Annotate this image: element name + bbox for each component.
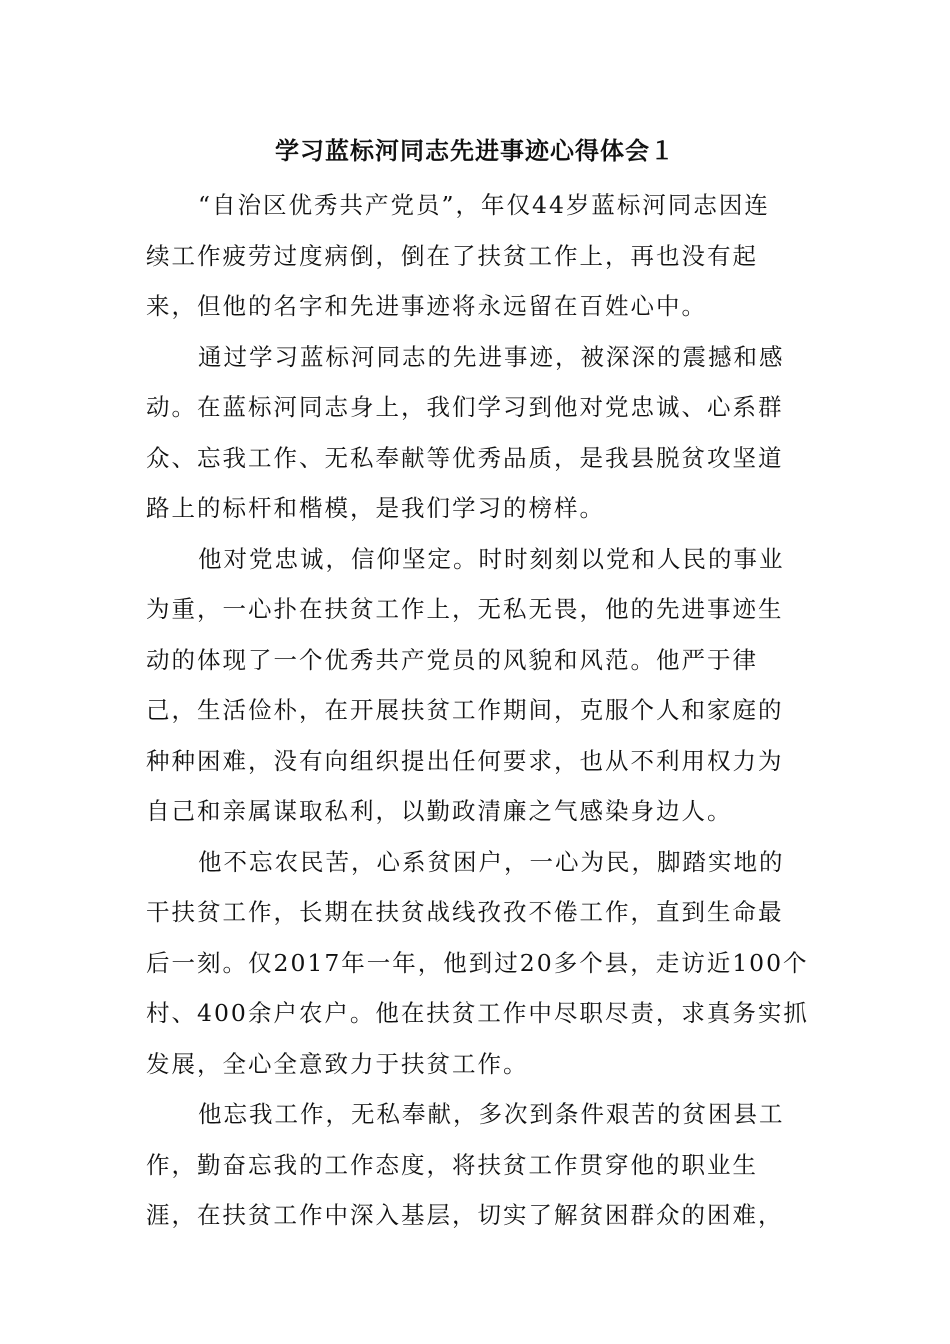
paragraph-line: “自治区优秀共产党员”，年仅44岁蓝标河同志因连	[198, 191, 770, 219]
paragraph-line: 涯，在扶贫工作中深入基层，切实了解贫困群众的困难，	[146, 1201, 784, 1229]
paragraph	[146, 180, 806, 332]
paragraph	[146, 332, 806, 534]
paragraph-line: 他对党忠诚，信仰坚定。时时刻刻以党和人民的事业	[198, 544, 785, 573]
paragraph-line: 众、忘我工作、无私奉献等优秀品质，是我县脱贫攻坚道	[146, 443, 784, 472]
paragraph	[146, 534, 806, 837]
paragraph-line: 自己和亲属谋取私利，以勤政清廉之气感染身边人。	[146, 797, 733, 825]
paragraph-line: 干扶贫工作，长期在扶贫战线孜孜不倦工作，直到生命最	[146, 898, 784, 926]
paragraph-line: 发展，全心全意致力于扶贫工作。	[146, 1049, 529, 1078]
paragraph	[146, 837, 809, 1090]
paragraph-line: 作，勤奋忘我的工作态度，将扶贫工作贯穿他的职业生	[146, 1150, 758, 1179]
paragraph-line: 他忘我工作，无私奉献，多次到条件艰苦的贫困县工	[198, 1100, 785, 1128]
document-body	[146, 180, 809, 1241]
paragraph-line: 他不忘农民苦，心系贫困户，一心为民，脚踏实地的	[198, 847, 785, 876]
paragraph-line: 后一刻。仅2017年一年，他到过20多个县，走访近100个	[146, 948, 809, 977]
paragraph-line: 村、400余户农户。他在扶贫工作中尽职尽责，求真务实抓	[146, 999, 809, 1027]
paragraph-line: 动的体现了一个优秀共产党员的风貌和风范。他严于律	[146, 645, 758, 674]
paragraph-line: 己，生活俭朴，在开展扶贫工作期间，克服个人和家庭的	[146, 696, 784, 724]
paragraph-line: 为重，一心扑在扶贫工作上，无私无畏，他的先进事迹生	[146, 595, 784, 623]
paragraph-line: 通过学习蓝标河同志的先进事迹，被深深的震撼和感	[198, 342, 785, 371]
paragraph-line: 来，但他的名字和先进事迹将永远留在百姓心中。	[146, 292, 707, 320]
paragraph-line: 续工作疲劳过度病倒，倒在了扶贫工作上，再也没有起	[146, 241, 758, 270]
document-title: 学习蓝标河同志先进事迹心得体会１	[275, 136, 675, 165]
paragraph	[146, 1089, 806, 1241]
paragraph-line: 动。在蓝标河同志身上，我们学习到他对党忠诚、心系群	[146, 393, 784, 421]
paragraph-line: 路上的标杆和楷模，是我们学习的榜样。	[146, 494, 605, 522]
paragraph-line: 种种困难，没有向组织提出任何要求，也从不利用权力为	[146, 746, 784, 775]
